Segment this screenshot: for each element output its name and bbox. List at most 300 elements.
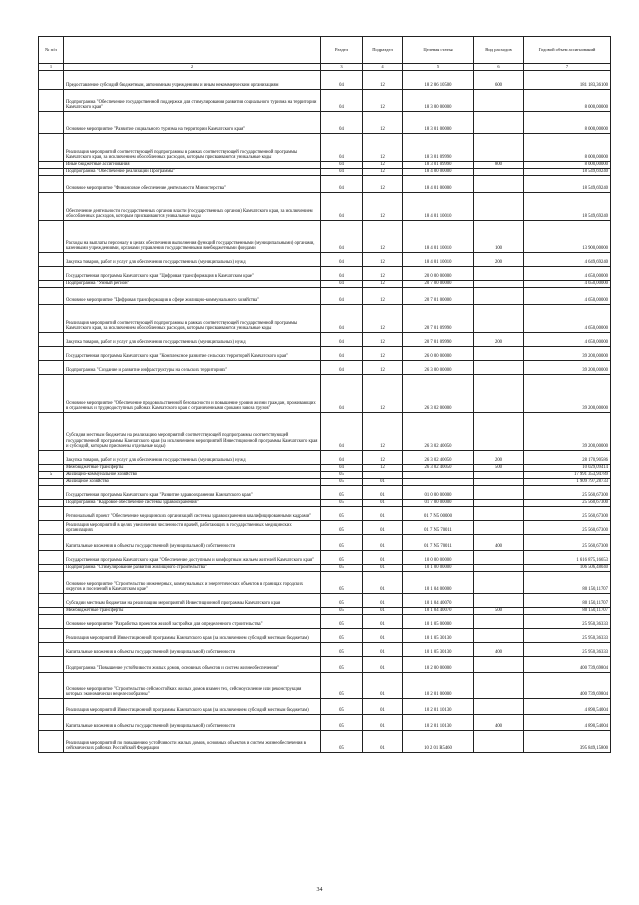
row-subsection: 12 [363, 281, 403, 288]
row-amount: 8 000,00000 [524, 162, 611, 169]
row-section: 04 [321, 347, 363, 361]
row-name: Реализация мероприятий по повышению устойчивости жилых домов, основных объектов и систем жизнеобеспечения в сейсмических районах Российской Федерации [64, 731, 321, 753]
row-number [39, 465, 64, 472]
table-row [39, 162, 611, 169]
row-number [39, 615, 64, 629]
row-number [39, 451, 64, 465]
row-name: Региональный проект "Обеспечение медицинских организаций системы здравоохранения квалифицированными кадрами" [64, 507, 321, 521]
row-target-article: 18 2 06 10500 [403, 71, 474, 90]
column-index-row [39, 64, 611, 71]
row-expense-kind: 400 [474, 535, 524, 551]
row-name: Реализация мероприятий Инвестиционной программы Камчатского края (за исключением субсидий местным бюджетам) [64, 629, 321, 643]
row-number [39, 699, 64, 715]
row-section: 05 [321, 608, 363, 615]
row-name: Закупка товаров, работ и услуг для обеспечения государственных (муниципальных) нужд [64, 253, 321, 267]
row-number [39, 629, 64, 643]
row-amount: 18 549,69240 [524, 169, 611, 176]
row-number [39, 253, 64, 267]
table-row [39, 673, 611, 699]
row-number [39, 375, 64, 413]
row-number [39, 551, 64, 565]
row-section: 04 [321, 333, 363, 347]
row-name: Основное мероприятие "Строительство инженерных, коммунальных и энергетических объектов в границах городских округов и поселений в Камчатском крае" [64, 572, 321, 594]
col-index: 6 [474, 64, 524, 71]
row-amount: 8 000,00000 [524, 134, 611, 162]
row-subsection: 12 [363, 347, 403, 361]
row-target-article: 26 3 02 40050 [403, 465, 474, 472]
row-expense-kind [474, 90, 524, 112]
table-body [39, 71, 611, 753]
row-section: 05 [321, 731, 363, 753]
row-subsection: 01 [363, 572, 403, 594]
row-amount: 39 200,00000 [524, 347, 611, 361]
row-section: 05 [321, 500, 363, 507]
table-row [39, 472, 611, 479]
row-name: Жилищно-коммунальное хозяйство [64, 472, 321, 479]
row-subsection: 12 [363, 90, 403, 112]
row-name: Государственная программа Камчатского края "Комплексное развитие сельских территорий Камчатского края" [64, 347, 321, 361]
row-expense-kind: 200 [474, 451, 524, 465]
row-amount: 39 200,00000 [524, 375, 611, 413]
row-number [39, 221, 64, 253]
row-section: 05 [321, 615, 363, 629]
row-expense-kind [474, 551, 524, 565]
row-number [39, 643, 64, 657]
row-subsection: 01 [363, 629, 403, 643]
row-subsection [363, 472, 403, 479]
row-expense-kind [474, 507, 524, 521]
row-target-article: 18 3 01 09990 [403, 162, 474, 169]
row-subsection: 12 [363, 221, 403, 253]
row-name: Жилищное хозяйство [64, 479, 321, 486]
row-subsection: 01 [363, 699, 403, 715]
row-number [39, 608, 64, 615]
table-row [39, 333, 611, 347]
row-name: Реализация мероприятий в целях увеличения численности врачей, работающих в государственных медицинских организациях [64, 521, 321, 535]
row-target-article: 18 4 00 00000 [403, 169, 474, 176]
row-expense-kind [474, 267, 524, 281]
row-section: 04 [321, 162, 363, 169]
row-section: 05 [321, 565, 363, 572]
table-row [39, 521, 611, 535]
row-expense-kind [474, 305, 524, 333]
table-row [39, 551, 611, 565]
row-subsection: 01 [363, 657, 403, 673]
row-target-article: 10 1 00 00000 [403, 565, 474, 572]
table-row [39, 193, 611, 221]
table-row [39, 169, 611, 176]
row-amount: 25 560,67300 [524, 507, 611, 521]
row-target-article: 18 4 01 00000 [403, 176, 474, 193]
row-target-article: 01 7 N5 00000 [403, 507, 474, 521]
row-name: Подпрограмма "Повышение устойчивости жилых домов, основных объектов и систем жизнеобеспечения" [64, 657, 321, 673]
table-row [39, 594, 611, 608]
row-number [39, 288, 64, 305]
row-amount: 4 650,00000 [524, 281, 611, 288]
table-row [39, 176, 611, 193]
row-number [39, 281, 64, 288]
table-row [39, 572, 611, 594]
row-expense-kind [474, 375, 524, 413]
row-name: Подпрограмма "Создание и развитие инфраструктуры на сельских территориях" [64, 361, 321, 375]
row-expense-kind [474, 731, 524, 753]
row-subsection: 12 [363, 134, 403, 162]
row-target-article: 10 1 05 30130 [403, 643, 474, 657]
row-target-article: 10 1 04 00000 [403, 572, 474, 594]
table-row [39, 134, 611, 162]
row-section: 05 [321, 643, 363, 657]
row-section: 04 [321, 169, 363, 176]
table-row [39, 413, 611, 451]
row-expense-kind [474, 361, 524, 375]
row-expense-kind [474, 176, 524, 193]
table-row [39, 500, 611, 507]
row-name: Основное мероприятие "Обеспечение продовольственной безопасности и повышение уровня жизни граждан, проживающих в отдаленных и труднодоступных районах Камчатского края с ограниченными сроками завоза грузов" [64, 375, 321, 413]
row-amount: 4 650,00000 [524, 267, 611, 281]
row-section: 04 [321, 71, 363, 90]
row-subsection: 01 [363, 507, 403, 521]
row-name: Капитальные вложения в объекты государственной (муниципальной) собственности [64, 643, 321, 657]
table-row [39, 281, 611, 288]
row-name: Реализация мероприятий Инвестиционной программы Камчатского края (за исключением субсидий местным бюджетам) [64, 699, 321, 715]
row-subsection: 01 [363, 594, 403, 608]
table-row [39, 347, 611, 361]
col-index: 7 [524, 64, 611, 71]
table-row [39, 253, 611, 267]
row-name: Субсидия местным бюджетам на реализацию мероприятий соответствующей подпрограммы соответствующей государственной программы Камчатского края (за исключением мероприятий Инвестиционной программы Камчатского края и субсидий, которым присвоены отдельные коды) [64, 413, 321, 451]
row-section: 04 [321, 176, 363, 193]
row-subsection: 12 [363, 451, 403, 465]
row-amount: 400 739,69804 [524, 673, 611, 699]
table-row [39, 479, 611, 486]
row-number [39, 594, 64, 608]
row-section: 04 [321, 193, 363, 221]
row-expense-kind: 600 [474, 71, 524, 90]
row-name: Межбюджетные трансферты [64, 465, 321, 472]
row-number [39, 715, 64, 731]
row-section: 04 [321, 253, 363, 267]
table-row [39, 221, 611, 253]
row-subsection: 01 [363, 731, 403, 753]
row-subsection: 01 [363, 615, 403, 629]
row-section: 04 [321, 465, 363, 472]
row-target-article: 18 4 01 10010 [403, 253, 474, 267]
row-number [39, 521, 64, 535]
row-amount: 18 549,69240 [524, 176, 611, 193]
row-section: 05 [321, 629, 363, 643]
row-subsection: 01 [363, 673, 403, 699]
row-name: Основное мероприятие "Финансовое обеспечение деятельности Министерства" [64, 176, 321, 193]
row-target-article: 10 2 00 00000 [403, 657, 474, 673]
row-amount: 18 549,69240 [524, 193, 611, 221]
row-section: 05 [321, 479, 363, 486]
row-target-article: 26 0 00 00000 [403, 347, 474, 361]
row-name: Подпрограмма "Обеспечение реализации Программы" [64, 169, 321, 176]
row-number [39, 162, 64, 169]
row-amount: 80 150,11707 [524, 572, 611, 594]
row-expense-kind: 200 [474, 333, 524, 347]
row-target-article: 20 7 00 00000 [403, 281, 474, 288]
row-name: Обеспечение деятельности государственных органов власти (государственных органов) Камчатского края, за исключением обособленных расходов, которым присваиваются уникальные коды [64, 193, 321, 221]
row-name: Государственная программа Камчатского края "Обеспечение доступным и комфортным жильем жителей Камчатского края" [64, 551, 321, 565]
row-amount: 25 950,36333 [524, 629, 611, 643]
row-subsection: 12 [363, 333, 403, 347]
row-expense-kind: 200 [474, 253, 524, 267]
table-row [39, 451, 611, 465]
row-amount: 8 000,00000 [524, 112, 611, 134]
row-target-article: 18 4 01 10010 [403, 193, 474, 221]
row-section: 05 [321, 521, 363, 535]
row-expense-kind [474, 288, 524, 305]
budget-table [38, 36, 611, 753]
budget-table-page [38, 36, 610, 753]
row-target-article: 01 7 N5 70011 [403, 535, 474, 551]
row-target-article: 10 0 00 00000 [403, 551, 474, 565]
col-index: 3 [321, 64, 363, 71]
row-number [39, 90, 64, 112]
row-subsection: 01 [363, 535, 403, 551]
table-row [39, 535, 611, 551]
row-amount: 25 560,67300 [524, 500, 611, 507]
row-target-article: 20 7 01 00000 [403, 288, 474, 305]
col-index: 2 [64, 64, 321, 71]
row-number [39, 479, 64, 486]
row-number [39, 657, 64, 673]
table-row [39, 699, 611, 715]
table-header-row [39, 37, 611, 64]
row-expense-kind [474, 521, 524, 535]
row-expense-kind [474, 281, 524, 288]
row-subsection: 01 [363, 715, 403, 731]
row-section: 05 [321, 507, 363, 521]
row-target-article: 10 2 01 10130 [403, 715, 474, 731]
table-row [39, 288, 611, 305]
row-target-article [403, 479, 474, 486]
table-row [39, 615, 611, 629]
row-target-article: 18 3 00 00000 [403, 90, 474, 112]
row-expense-kind [474, 347, 524, 361]
row-section: 04 [321, 221, 363, 253]
row-subsection: 12 [363, 288, 403, 305]
row-number [39, 134, 64, 162]
row-target-article: 01 7 00 00000 [403, 500, 474, 507]
row-amount: 13 900,00000 [524, 221, 611, 253]
row-amount: 10 029,09414 [524, 465, 611, 472]
row-subsection: 01 [363, 608, 403, 615]
row-amount: 400 739,69804 [524, 657, 611, 673]
row-amount: 80 150,11707 [524, 594, 611, 608]
row-target-article: 18 4 01 10010 [403, 221, 474, 253]
row-expense-kind: 500 [474, 465, 524, 472]
row-section: 04 [321, 451, 363, 465]
row-subsection: 12 [363, 267, 403, 281]
row-section: 05 [321, 673, 363, 699]
row-section: 04 [321, 305, 363, 333]
row-section: 05 [321, 551, 363, 565]
table-row [39, 112, 611, 134]
row-number [39, 333, 64, 347]
table-row [39, 465, 611, 472]
row-target-article: 01 0 00 00000 [403, 486, 474, 500]
row-subsection: 12 [363, 162, 403, 169]
row-section: 04 [321, 90, 363, 112]
row-amount: 25 560,67300 [524, 486, 611, 500]
row-target-article: 10 1 05 00000 [403, 615, 474, 629]
row-expense-kind [474, 169, 524, 176]
row-number [39, 267, 64, 281]
row-amount: 25 950,36333 [524, 643, 611, 657]
row-subsection: 12 [363, 413, 403, 451]
row-subsection: 12 [363, 375, 403, 413]
row-target-article: 01 7 N5 70011 [403, 521, 474, 535]
table-row [39, 715, 611, 731]
row-target-article: 18 3 01 09990 [403, 134, 474, 162]
col-header-name [64, 37, 321, 64]
row-name: Подпрограмма "Стимулирование развития жилищного строительства" [64, 565, 321, 572]
row-number [39, 169, 64, 176]
row-name: Реализация мероприятий соответствующей подпрограммы в рамках соответствующей государственной программы Камчатского края, за исключением обособленных расходов, которым присваиваются уникальные коды [64, 134, 321, 162]
table-row [39, 565, 611, 572]
row-expense-kind: 100 [474, 221, 524, 253]
row-section: 04 [321, 112, 363, 134]
row-amount: 181 183,36100 [524, 71, 611, 90]
row-target-article: 10 1 05 30130 [403, 629, 474, 643]
row-amount: 4 650,00000 [524, 305, 611, 333]
row-amount: 4 649,69240 [524, 253, 611, 267]
row-subsection: 01 [363, 565, 403, 572]
row-target-article: 10 2 01 R5460 [403, 731, 474, 753]
row-subsection: 12 [363, 112, 403, 134]
col-header-amount: Годовой объем ассигнований [524, 37, 611, 64]
row-target-article: 26 3 02 40050 [403, 413, 474, 451]
row-target-article: 18 3 01 00000 [403, 112, 474, 134]
row-number [39, 112, 64, 134]
row-expense-kind [474, 565, 524, 572]
row-amount: 28 170,90586 [524, 451, 611, 465]
row-section: 05 [321, 657, 363, 673]
row-section: 05 [321, 486, 363, 500]
row-section: 05 [321, 535, 363, 551]
row-expense-kind [474, 479, 524, 486]
row-amount: 39 200,00000 [524, 361, 611, 375]
col-index: 1 [39, 64, 64, 71]
row-subsection: 12 [363, 361, 403, 375]
table-row [39, 90, 611, 112]
table-row [39, 71, 611, 90]
row-section: 04 [321, 281, 363, 288]
row-amount: 4 650,00000 [524, 333, 611, 347]
table-row [39, 608, 611, 615]
row-name: Государственная программа Камчатского края "Цифровая трансформация в Камчатском крае" [64, 267, 321, 281]
row-target-article: 10 1 04 40070 [403, 594, 474, 608]
row-amount: 25 560,67300 [524, 521, 611, 535]
row-amount: 4 650,00000 [524, 288, 611, 305]
row-name: Закупка товаров, работ и услуг для обеспечения государственных (муниципальных) нужд [64, 451, 321, 465]
row-expense-kind [474, 472, 524, 479]
row-expense-kind [474, 486, 524, 500]
table-row [39, 361, 611, 375]
row-name: Реализация мероприятий соответствующей подпрограммы в рамках соответствующей государственной программы Камчатского края, за исключением обособленных расходов, которым присваиваются уникальные коды [64, 305, 321, 333]
row-subsection: 01 [363, 486, 403, 500]
row-target-article: 10 1 04 40070 [403, 608, 474, 615]
row-section: 04 [321, 288, 363, 305]
row-expense-kind [474, 657, 524, 673]
row-number [39, 486, 64, 500]
row-number [39, 176, 64, 193]
row-expense-kind: 800 [474, 162, 524, 169]
row-expense-kind [474, 112, 524, 134]
row-amount: 106 506,48040 [524, 565, 611, 572]
row-name: Подпрограмма "Кадровое обеспечение системы здравоохранения" [64, 500, 321, 507]
row-number [39, 731, 64, 753]
row-target-article: 20 7 01 09990 [403, 305, 474, 333]
row-number [39, 413, 64, 451]
row-number [39, 347, 64, 361]
row-name: Основное мероприятие "Развитие социального туризма на территории Камчатского края" [64, 112, 321, 134]
row-subsection: 12 [363, 305, 403, 333]
row-number [39, 572, 64, 594]
row-target-article: 26 3 02 40050 [403, 451, 474, 465]
row-target-article: 10 2 01 10130 [403, 699, 474, 715]
row-expense-kind [474, 413, 524, 451]
row-name: Межбюджетные трансферты [64, 608, 321, 615]
row-number [39, 361, 64, 375]
row-section: 04 [321, 413, 363, 451]
row-number [39, 673, 64, 699]
row-section: 04 [321, 375, 363, 413]
row-target-article: 26 3 00 00000 [403, 361, 474, 375]
table-row [39, 643, 611, 657]
row-number: 5 [39, 472, 64, 479]
row-subsection: 12 [363, 71, 403, 90]
row-number [39, 305, 64, 333]
row-name: Подпрограмма "Умный регион" [64, 281, 321, 288]
row-target-article [403, 472, 474, 479]
row-amount: 8 000,00000 [524, 90, 611, 112]
row-expense-kind [474, 134, 524, 162]
col-header-no: № п/п [39, 37, 64, 64]
row-expense-kind [474, 500, 524, 507]
row-name: Капитальные вложения в объекты государственной (муниципальной) собственности [64, 715, 321, 731]
row-section: 04 [321, 361, 363, 375]
row-amount: 1 616 875,16653 [524, 551, 611, 565]
row-number [39, 500, 64, 507]
row-expense-kind: 500 [474, 608, 524, 615]
col-header-kind: Вид расходов [474, 37, 524, 64]
row-subsection: 01 [363, 551, 403, 565]
row-name: Субсидии местным бюджетам на реализацию мероприятий Инвестиционной программы Камчатского края [64, 594, 321, 608]
row-subsection: 12 [363, 169, 403, 176]
row-amount: 80 150,11707 [524, 608, 611, 615]
row-target-article: 10 2 01 00000 [403, 673, 474, 699]
row-subsection: 12 [363, 465, 403, 472]
row-expense-kind [474, 193, 524, 221]
col-index: 4 [363, 64, 403, 71]
row-expense-kind [474, 594, 524, 608]
row-number [39, 71, 64, 90]
row-target-article: 20 7 01 09990 [403, 333, 474, 347]
row-subsection: 01 [363, 500, 403, 507]
row-name: Предоставление субсидий бюджетным, автономным учреждениям и иным некоммерческим организациям [64, 71, 321, 90]
row-section: 05 [321, 715, 363, 731]
col-header-subsection: Подраздел [363, 37, 403, 64]
row-subsection: 12 [363, 176, 403, 193]
row-target-article: 20 0 00 00000 [403, 267, 474, 281]
row-amount: 25 950,36333 [524, 615, 611, 629]
row-amount: 4 890,54004 [524, 699, 611, 715]
row-name: Основное мероприятие "Цифровая трансформация в сфере жилищно-коммунального хозяйства" [64, 288, 321, 305]
row-amount: 25 560,67300 [524, 535, 611, 551]
